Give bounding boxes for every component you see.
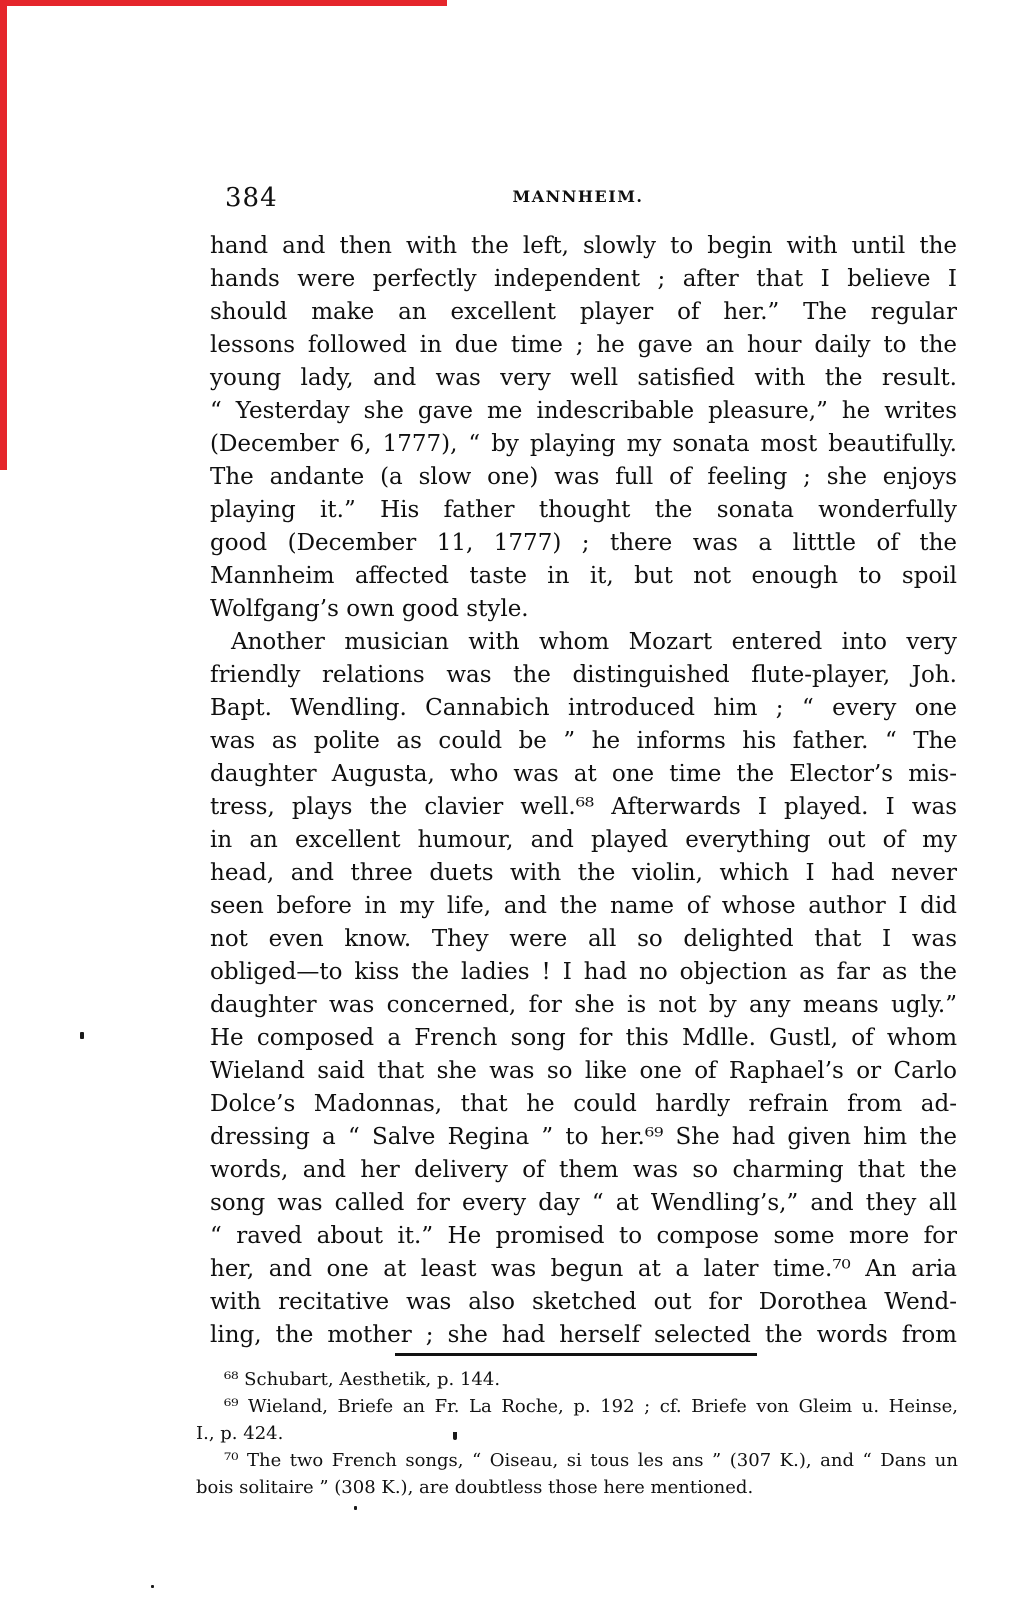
- paragraph: [210, 230, 957, 626]
- ink-speck: [453, 1432, 457, 1440]
- red-scan-mark-horizontal: [0, 0, 447, 6]
- paragraph: [210, 626, 957, 1352]
- page-number: 384: [225, 183, 278, 213]
- body-line: head, and three duets with the violin, which I had never: [210, 860, 957, 886]
- body-line: Mannheim affected taste in it, but not enough to spoil: [210, 563, 957, 589]
- footnote-line: ⁷⁰ The two French songs, “ Oiseau, si tous les ans ” (307 K.), and “ Dans un: [224, 1450, 958, 1471]
- footnote: [196, 1366, 958, 1393]
- body-line: her, and one at least was begun at a later time.⁷⁰ An aria: [210, 1256, 957, 1282]
- footnote: [196, 1447, 958, 1501]
- body-line: lessons followed in due time ; he gave an hour daily to the: [210, 332, 957, 358]
- body-line: daughter was concerned, for she is not by any means ugly.”: [210, 992, 957, 1018]
- body-line: obliged—to kiss the ladies ! I had no objection as far as the: [210, 959, 957, 985]
- footnote: [196, 1393, 958, 1447]
- ink-speck: [151, 1585, 154, 1588]
- body-line: song was called for every day “ at Wendling’s,” and they all: [210, 1190, 957, 1216]
- ink-speck: [354, 1506, 357, 1510]
- body-line: daughter Augusta, who was at one time the Elector’s mis-: [210, 761, 957, 787]
- body-line: (December 6, 1777), “ by playing my sonata most beautifully.: [210, 431, 957, 457]
- body-line: Wieland said that she was so like one of Raphael’s or Carlo: [210, 1058, 957, 1084]
- body-line: hands were perfectly independent ; after that I believe I: [210, 266, 957, 292]
- footnote-line: I., p. 424.: [196, 1423, 284, 1444]
- body-line: words, and her delivery of them was so charming that the: [210, 1157, 957, 1183]
- body-line: The andante (a slow one) was full of feeling ; she enjoys: [210, 464, 957, 490]
- body-line: should make an excellent player of her.” The regular: [210, 299, 957, 325]
- body-line: with recitative was also sketched out for Dorothea Wend-: [210, 1289, 957, 1315]
- body-line: tress, plays the clavier well.⁶⁸ Afterwards I played. I was: [210, 794, 957, 820]
- footnote-line: bois solitaire ” (308 K.), are doubtless those here mentioned.: [196, 1477, 754, 1498]
- body-line: in an excellent humour, and played everything out of my: [210, 827, 957, 853]
- footnote-separator: [395, 1353, 757, 1356]
- body-line: “ Yesterday she gave me indescribable pleasure,” he writes: [210, 398, 957, 424]
- body-line: was as polite as could be ” he informs his father. “ The: [210, 728, 957, 754]
- body-line: Dolce’s Madonnas, that he could hardly refrain from ad-: [210, 1091, 957, 1117]
- body-line: dressing a “ Salve Regina ” to her.⁶⁹ She had given him the: [210, 1124, 957, 1150]
- body-line: friendly relations was the distinguished flute-player, Joh.: [210, 662, 957, 688]
- body-line: hand and then with the left, slowly to begin with until the: [210, 233, 957, 259]
- body-text: [210, 230, 957, 1352]
- body-line: “ raved about it.” He promised to compose some more for: [210, 1223, 957, 1249]
- body-line: He composed a French song for this Mdlle. Gustl, of whom: [210, 1025, 957, 1051]
- footnote-line: ⁶⁹ Wieland, Briefe an Fr. La Roche, p. 192 ; cf. Briefe von Gleim u. Heinse,: [224, 1396, 958, 1417]
- body-line: Bapt. Wendling. Cannabich introduced him ; “ every one: [210, 695, 957, 721]
- body-line: Another musician with whom Mozart entered into very: [231, 629, 957, 655]
- body-line: young lady, and was very well satisfied with the result.: [210, 365, 957, 391]
- body-line: ling, the mother ; she had herself selected the words from: [210, 1322, 957, 1348]
- footnotes: [196, 1366, 958, 1501]
- body-line: not even know. They were all so delighted that I was: [210, 926, 957, 952]
- body-line: good (December 11, 1777) ; there was a litttle of the: [210, 530, 957, 556]
- body-line: playing it.” His father thought the sonata wonderfully: [210, 497, 957, 523]
- body-line: Wolfgang’s own good style.: [210, 596, 529, 622]
- footnote-line: ⁶⁸ Schubart, Aesthetik, p. 144.: [224, 1369, 501, 1390]
- body-line: seen before in my life, and the name of whose author I did: [210, 893, 957, 919]
- red-scan-mark-vertical: [0, 0, 7, 470]
- running-header: MANNHEIM.: [512, 187, 644, 206]
- ink-speck: [80, 1032, 84, 1039]
